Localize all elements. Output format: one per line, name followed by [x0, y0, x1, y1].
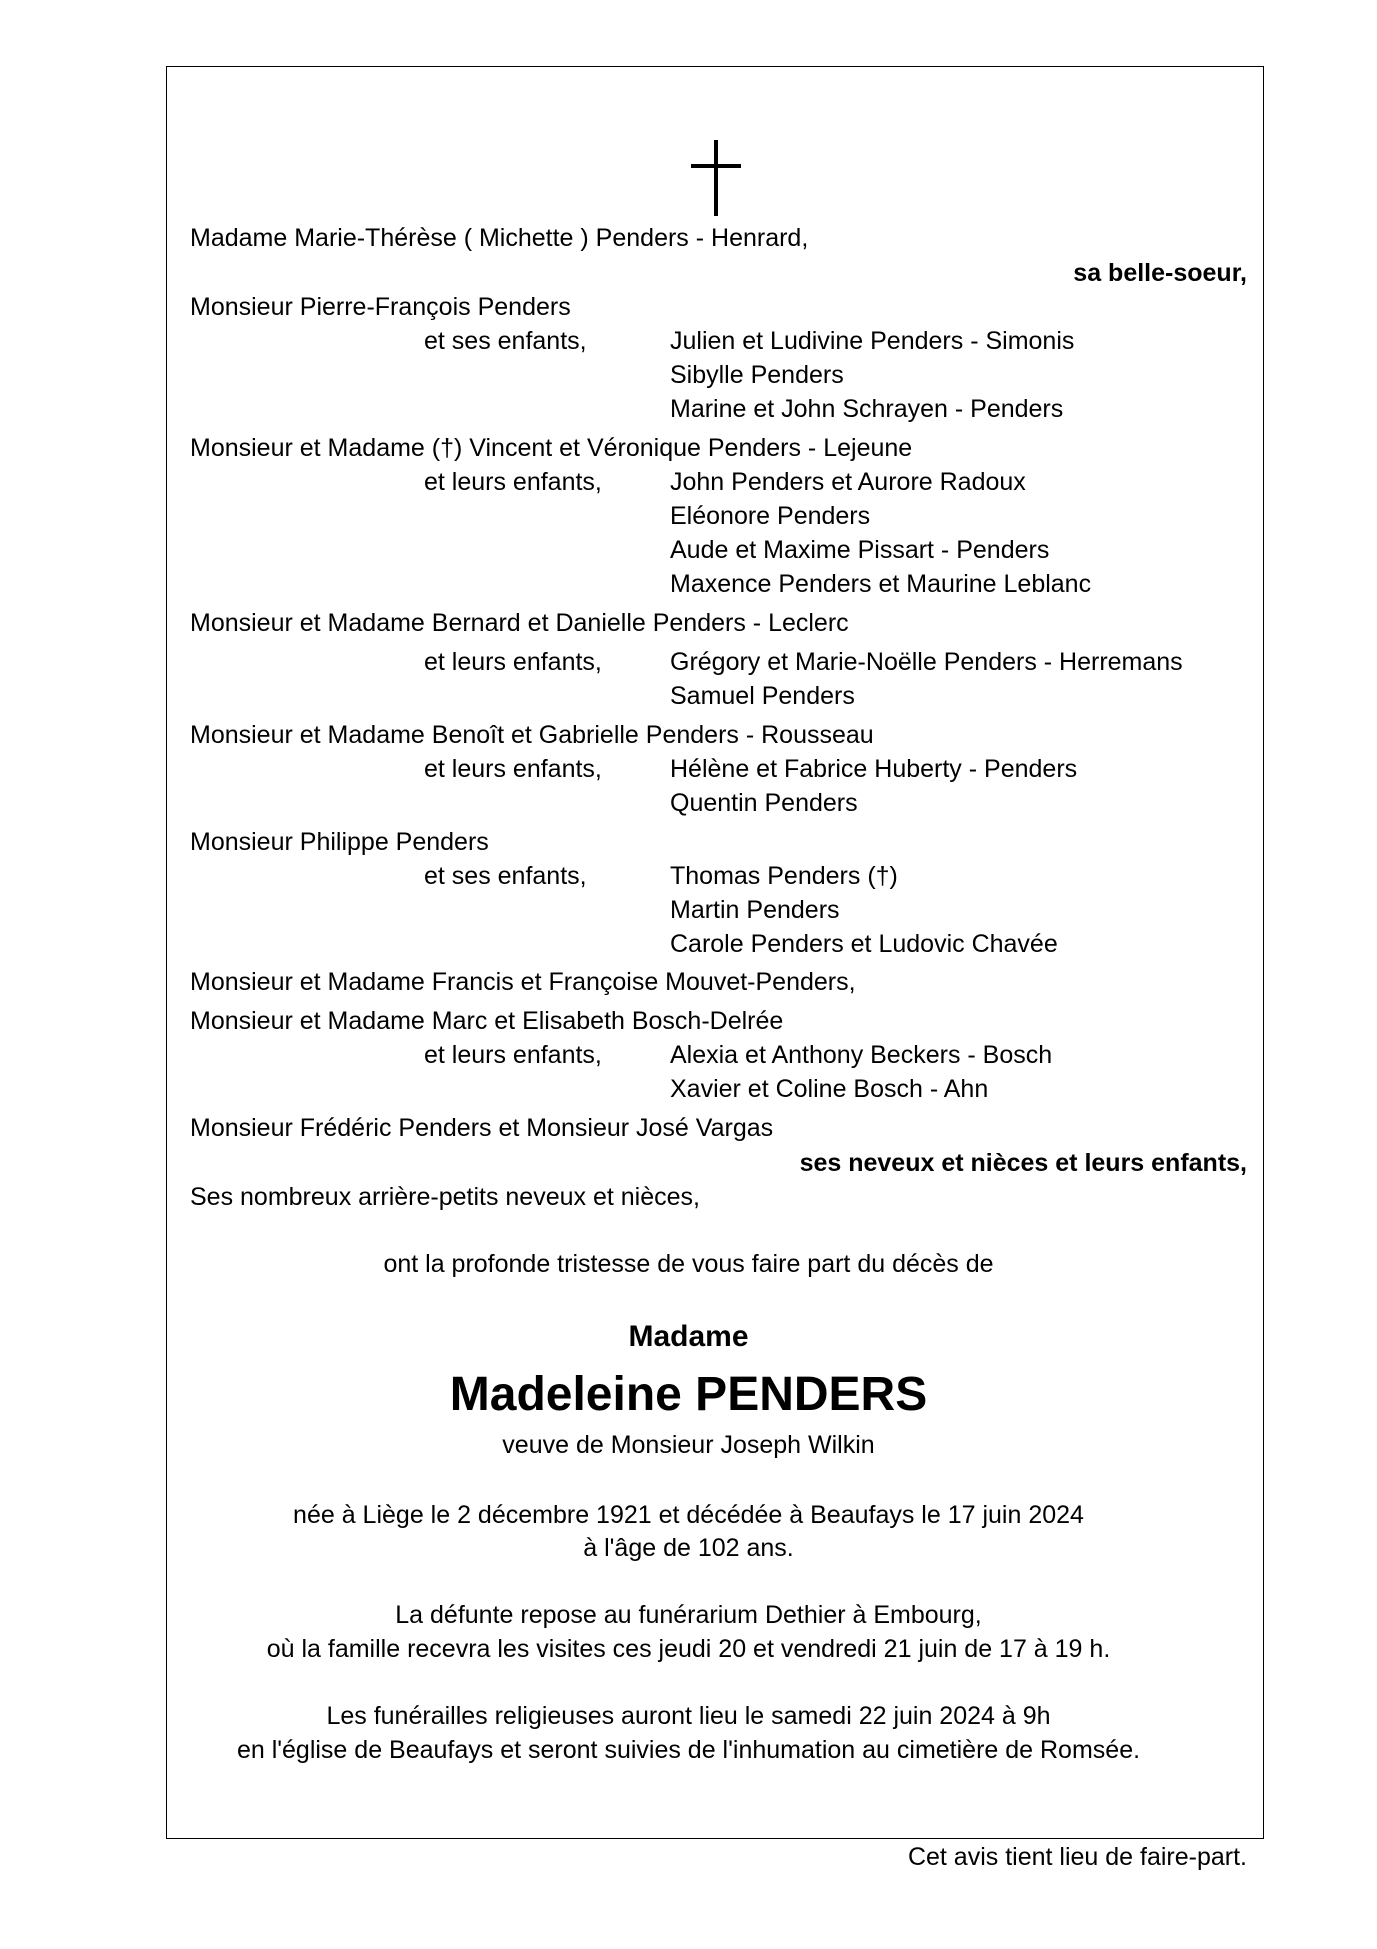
child-name: Carole Penders et Ludovic Chavée: [670, 930, 1058, 958]
family-head: Monsieur et Madame Francis et Françoise Mouvet-Penders,: [190, 968, 856, 996]
family-head: Monsieur Philippe Penders: [190, 828, 489, 856]
deceased-title: Madame: [628, 1320, 749, 1353]
child-name: Alexia et Anthony Beckers - Bosch: [670, 1041, 1053, 1069]
family-head: Monsieur Pierre-François Penders: [190, 293, 571, 321]
children-label: et leurs enfants,: [424, 648, 602, 676]
child-name: Grégory et Marie-Noëlle Penders - Herremans: [670, 648, 1183, 676]
child-name: Hélène et Fabrice Huberty - Penders: [670, 755, 1078, 783]
child-name: Marine et John Schrayen - Penders: [670, 395, 1064, 423]
child-name: Xavier et Coline Bosch - Ahn: [670, 1075, 989, 1103]
family-head: Monsieur et Madame (†) Vincent et Véronique Penders - Lejeune: [190, 434, 913, 462]
child-name: Julien et Ludivine Penders - Simonis: [670, 327, 1075, 355]
child-name: Eléonore Penders: [670, 502, 871, 530]
grand-nephews-line: Ses nombreux arrière-petits neveux et nièces,: [190, 1183, 700, 1211]
deceased-name: Madeleine PENDERS: [449, 1368, 928, 1421]
children-label: et ses enfants,: [424, 327, 587, 355]
child-name: Quentin Penders: [670, 789, 858, 817]
children-label: et leurs enfants,: [424, 1041, 602, 1069]
widow-line: veuve de Monsieur Joseph Wilkin: [502, 1431, 875, 1459]
announcement-intro: ont la profonde tristesse de vous faire part du décès de: [383, 1250, 994, 1278]
children-label: et ses enfants,: [424, 862, 587, 890]
header-line: Madame Marie-Thérèse ( Michette ) Penders - Henrard,: [190, 224, 809, 252]
dates-line: née à Liège le 2 décembre 1921 et décédée à Beaufays le 17 juin 2024: [293, 1501, 1084, 1529]
relation-label: ses neveux et nièces et leurs enfants,: [799, 1149, 1247, 1177]
burial-line: en l'église de Beaufays et seront suivies de l'inhumation au cimetière de Romsée.: [236, 1736, 1141, 1764]
age-line: à l'âge de 102 ans.: [583, 1534, 794, 1562]
family-head: Monsieur et Madame Benoît et Gabrielle Penders - Rousseau: [190, 721, 874, 749]
child-name: Samuel Penders: [670, 682, 855, 710]
child-name: Aude et Maxime Pissart - Penders: [670, 536, 1050, 564]
children-label: et leurs enfants,: [424, 468, 602, 496]
footer-note: Cet avis tient lieu de faire-part.: [907, 1843, 1247, 1871]
family-head: Monsieur et Madame Marc et Elisabeth Bosch-Delrée: [190, 1007, 784, 1035]
family-head: Monsieur Frédéric Penders et Monsieur José Vargas: [190, 1114, 774, 1142]
child-name: Sibylle Penders: [670, 361, 844, 389]
children-label: et leurs enfants,: [424, 755, 602, 783]
family-head: Monsieur et Madame Bernard et Danielle Penders - Leclerc: [190, 609, 849, 637]
child-name: Martin Penders: [670, 896, 840, 924]
repose-line: La défunte repose au funérarium Dethier à Embourg,: [395, 1601, 982, 1629]
child-name: John Penders et Aurore Radoux: [670, 468, 1026, 496]
relation-label: sa belle-soeur,: [1073, 259, 1247, 287]
child-name: Thomas Penders (†): [670, 862, 898, 890]
child-name: Maxence Penders et Maurine Leblanc: [670, 570, 1092, 598]
cross-icon: [691, 140, 741, 216]
visits-line: où la famille recevra les visites ces jeudi 20 et vendredi 21 juin de 17 à 19 h.: [266, 1635, 1111, 1663]
funeral-line: Les funérailles religieuses auront lieu le samedi 22 juin 2024 à 9h: [326, 1702, 1051, 1730]
